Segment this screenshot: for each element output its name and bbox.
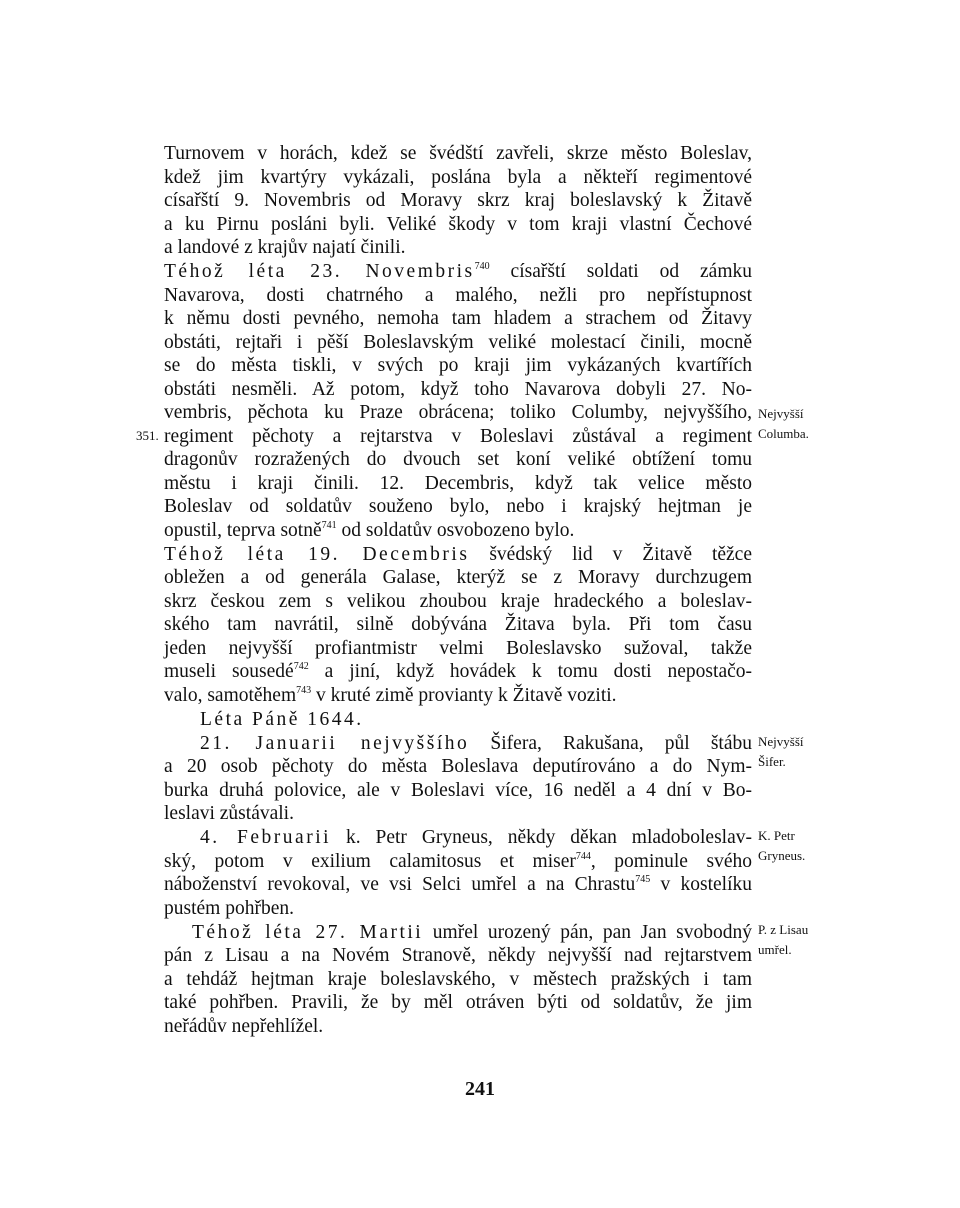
text-line: také pohřben. Pravili, že by měl otráven býti od soldatův, že jim [164, 992, 752, 1013]
text-run: a jiní, když hovádek k tomu dosti nepostačo- [308, 661, 752, 682]
footnote-ref: 745 [635, 874, 651, 885]
text-run: umřel urozený pán, pan Jan svobodný [423, 921, 752, 943]
text-line: a ku Pirnu posláni byli. Veliké škody v tom kraji vlastní Čechové [164, 213, 752, 235]
text-run: v kruté zimě provianty k Žitavě voziti. [311, 684, 617, 706]
footnote-ref: 743 [296, 684, 312, 696]
text-line: dragonův rozražených do dvouch set koní veliké obtížení tomu [164, 449, 752, 470]
text-run: ský, potom v exilium calamitosus et miser [164, 850, 576, 872]
text-line: pán z Lisau a na Novém Stranově, někdy nejvyšší nad rejtarstvem [164, 945, 752, 966]
text-line: a tehdáž hejtman kraje boleslavského, v městech pražských i tam [164, 968, 752, 990]
text-line: kdež jim kvartýry vykázali, poslána byla a někteří regimentové [164, 166, 752, 188]
text-line: vembris, pěchota ku Praze obrácena; toliko Columby, nejvyššího, [164, 402, 752, 423]
margin-note-line: Šifer. [758, 754, 786, 769]
text-line: Turnovem v horách, kdež se švédští zavřeli, skrze město Boleslav, [164, 143, 752, 164]
margin-note [758, 732, 804, 772]
spaced-heading: Léta Páně 1644. [200, 708, 364, 730]
text-line [164, 519, 752, 543]
text-line: a landové z krajův najatí činili. [164, 237, 406, 258]
text-line [164, 826, 752, 850]
text-line [164, 873, 752, 897]
text-line: se do města tiskli, v svých po kraji jim vykázaných kvartířích [164, 355, 752, 376]
text-line [164, 732, 752, 756]
text-line [164, 921, 752, 945]
spaced-heading: 4. Februarii [200, 827, 332, 848]
text-line: ského tam navrátil, silně dobývána Žitava byla. Při tom času [164, 614, 752, 635]
text-run: k. Petr Gryneus, někdy děkan mladoboleslav- [331, 827, 752, 848]
text-line: obstáti nesměli. Až potom, když toho Navarova dobyli 27. No- [164, 378, 752, 400]
margin-note [758, 404, 809, 444]
margin-note-line: umřel. [758, 942, 792, 957]
text-run: , pominule svého [590, 850, 752, 872]
footnote-ref: 740 [474, 261, 490, 272]
margin-note-line: Nejvyšší [758, 406, 804, 421]
margin-note-line: Gryneus. [758, 848, 806, 863]
spaced-heading: 21. Januarii nejvyššího [200, 732, 470, 754]
margin-number: 351. [136, 428, 159, 443]
page-number: 241 [465, 1078, 495, 1100]
text-line: pustém pohřben. [164, 897, 294, 919]
margin-note [758, 920, 808, 960]
spaced-heading: Téhož léta 19. Decembris [164, 543, 470, 565]
text-run: opustil, teprva sotně [164, 519, 322, 541]
text-line: burka druhá polovice, ale v Boleslavi více, 16 neděl a 4 dní v Bo- [164, 779, 752, 801]
text-line [164, 850, 752, 874]
spaced-heading: Téhož léta 23. Novembris [164, 261, 475, 282]
text-line: obležen a od generála Galase, kterýž se z Moravy durchzugem [164, 567, 752, 588]
text-run: císařští soldati od zámku [489, 261, 752, 282]
body-text [164, 142, 752, 1038]
year-heading [164, 708, 752, 732]
margin-note-line: K. Petr [758, 828, 795, 843]
footnote-ref: 741 [321, 519, 337, 531]
margin-note-line: P. z Lisau [758, 922, 809, 937]
text-line: obstáti, rejtaři i pěší Boleslavským veliké molestací činili, mocně [164, 331, 752, 353]
text-line: k němu dosti pevného, nemoha tam hladem a strachem od Žitavy [164, 308, 752, 329]
text-line: císařští 9. Novembris od Moravy skrz kraj boleslavský k Žitavě [164, 190, 752, 211]
text-run: švédský lid v Žitavě těžce [469, 543, 752, 565]
text-line: regiment pěchoty a rejtarstva v Boleslavi zůstával a regiment [164, 425, 752, 447]
text-run: Šifera, Rakušana, půl štábu [469, 732, 752, 754]
footnote-ref: 744 [575, 850, 591, 862]
text-run: od soldatův osvobozeno bylo. [336, 519, 575, 541]
text-line: městu i kraji činili. 12. Decembris, když tak velice město [164, 472, 752, 494]
text-line [164, 543, 752, 567]
text-line [164, 660, 752, 684]
text-run: náboženství revokoval, ve vsi Selci umřel a na Chrastu [164, 874, 636, 895]
text-line: skrz českou zem s velikou zhoubou kraje hradeckého a boleslav- [164, 590, 752, 612]
text-line: jeden nejvyšší profiantmistr velmi Boleslavsko sužoval, takže [164, 637, 752, 659]
text-line [164, 260, 752, 284]
text-line: leslavi zůstávali. [164, 803, 294, 824]
text-run: v kostelíku [650, 874, 753, 895]
spaced-heading: Téhož léta 27. Martii [192, 921, 424, 943]
text-run: museli sousedé [164, 661, 294, 682]
text-line: Navarova, dosti chatrného a malého, nežli pro nepřístupnost [164, 284, 752, 306]
margin-note [758, 826, 805, 866]
margin-note-line: Columba. [758, 426, 809, 441]
text-run: valo, samotěhem [164, 684, 297, 706]
footnote-ref: 742 [293, 661, 309, 672]
text-line [164, 684, 752, 708]
margin-note-line: Nejvyšší [758, 734, 804, 749]
text-line: neřádův nepřehlížel. [164, 1015, 324, 1037]
text-line: a 20 osob pěchoty do města Boleslava deputírováno a do Nym- [164, 756, 752, 777]
text-line: Boleslav od soldatův souženo bylo, nebo i krajský hejtman je [164, 496, 752, 517]
